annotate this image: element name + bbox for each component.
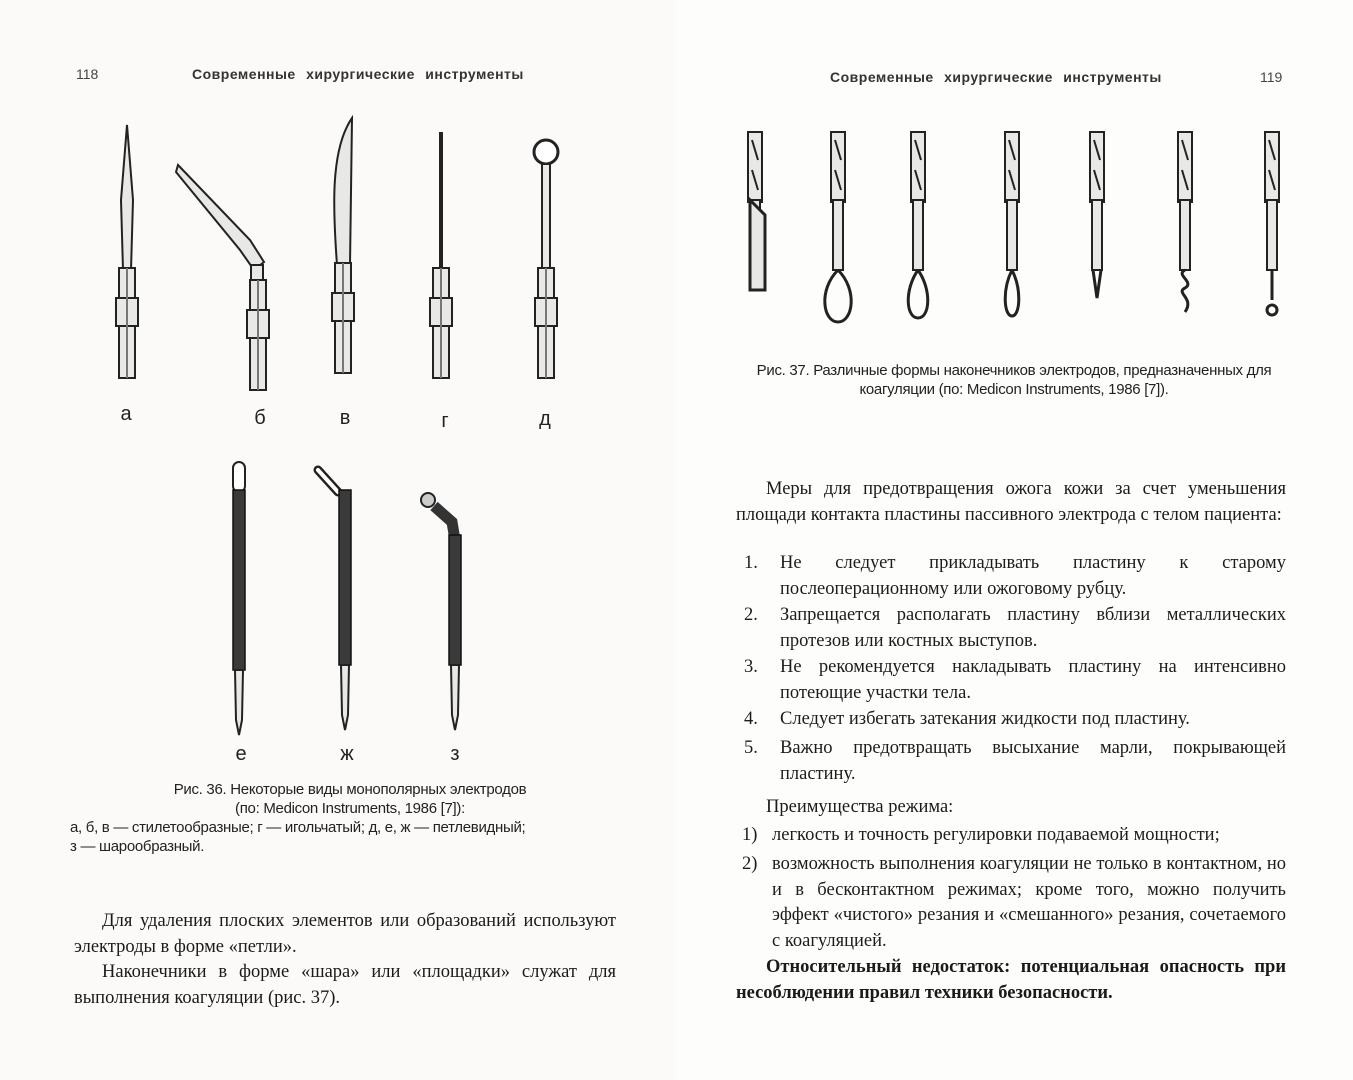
- stiletto-blade: [121, 125, 133, 270]
- electrode-shaft: [911, 132, 925, 202]
- electrode-stem: [833, 200, 843, 270]
- paragraph: Наконечники в форме «шара» или «площадки» служат для выполнения коагуляции (рис. 37).: [74, 962, 616, 1008]
- electrode-stem: [1092, 200, 1102, 270]
- caption-line: (по: Medicon Instruments, 1986 [7]):: [235, 800, 465, 817]
- figure-36-caption: [70, 780, 630, 856]
- list-item: [744, 655, 1286, 706]
- electrode-stem: [542, 164, 550, 269]
- coagulation-tip: [1093, 270, 1101, 298]
- loop-tip-inner: [318, 470, 338, 492]
- knife-blade: [334, 118, 352, 265]
- intro-paragraph: Меры для предотвращения ожога кожи за счет уменьшения площади контакта пластины пассивного электрода с телом пациента:: [736, 479, 1286, 525]
- ball-tip: [421, 493, 435, 507]
- caption-line: з — шарообразный.: [70, 838, 205, 855]
- figure-37-illustration: [676, 0, 1353, 340]
- angled-blade: [176, 165, 264, 270]
- figure-label: д: [539, 408, 551, 430]
- list-number: 2): [742, 854, 758, 874]
- coagulation-tip: [750, 200, 765, 290]
- figure-label: з: [450, 743, 460, 765]
- electrode-pin: [235, 670, 243, 735]
- list-text: Следует избегать затекания жидкости под пластину.: [780, 709, 1190, 729]
- electrode-shaft: [1090, 132, 1104, 202]
- loop-tip: [233, 462, 245, 492]
- coagulation-tip: [908, 270, 928, 318]
- list-text: возможность выполнения коагуляции не только в контактном, но и в бесконтактном режимах; кроме того, можно получить эффект «чистого» резания и «смешанного» резания, сочетаемого с коагуляцией.: [772, 854, 1286, 951]
- figure-label: е: [235, 743, 247, 765]
- electrode-shaft: [1265, 132, 1279, 202]
- figure-label: г: [441, 410, 449, 432]
- drawback-paragraph: Относительный недостаток: потенциальная опасность при несоблюдении правил техники безопасности.: [736, 957, 1286, 1003]
- figure-36-illustration: [0, 0, 676, 780]
- coagulation-tip: [1182, 270, 1188, 312]
- page-number: 119: [1260, 69, 1283, 85]
- electrode-pin: [451, 665, 459, 730]
- coagulation-tip: [825, 270, 851, 322]
- list-text: Не следует прикладывать пластину к старому послеоперационному или ожоговому рубцу.: [780, 553, 1286, 599]
- electrode-stem: [1180, 200, 1190, 270]
- coagulation-tip: [1267, 270, 1277, 315]
- electrode-shaft: [1005, 132, 1019, 202]
- list-number: 4.: [744, 709, 758, 729]
- electrode-stem: [1267, 200, 1277, 270]
- electrode-insulation: [449, 535, 461, 665]
- list-number: 2.: [744, 605, 758, 625]
- electrode-neck: [251, 265, 263, 280]
- list-item: [744, 603, 1286, 654]
- figure-label: в: [339, 407, 351, 429]
- figure-label: б: [254, 407, 266, 429]
- caption-line: а, б, в — стилетообразные; г — игольчатый; д, е, ж — петлевидный;: [70, 819, 526, 836]
- electrode-insulation: [233, 490, 245, 670]
- electrode-stem: [1007, 200, 1017, 270]
- electrode-pin: [341, 665, 349, 730]
- electrode-shaft: [748, 132, 762, 202]
- electrode-insulation: [339, 490, 351, 665]
- figure-37-caption: Рис. 37. Различные формы наконечников электродов, предназначенных для коагуляции (по: Medicon Instruments, 1986 [7]).: [756, 362, 1272, 398]
- caption-line: Рис. 36. Некоторые виды монополярных электродов: [173, 781, 527, 798]
- list-number: 5.: [744, 738, 758, 758]
- running-header: Современные хирургические инструменты: [192, 66, 524, 82]
- list-item: [744, 707, 1286, 733]
- paragraph: Для удаления плоских элементов или образований используют электроды в форме «петли».: [74, 911, 616, 957]
- list-text: Важно предотвращать высыхание марли, покрывающей пластину.: [780, 738, 1286, 784]
- list-text: Запрещается располагать пластину вблизи металлических протезов или костных выступов.: [780, 605, 1286, 651]
- figure-label: а: [120, 403, 132, 425]
- electrode-shaft: [1178, 132, 1192, 202]
- coagulation-tip: [1005, 270, 1019, 316]
- running-header: Современные хирургические инструменты: [830, 69, 1162, 85]
- list-item: [744, 736, 1286, 787]
- list-item: [742, 823, 1286, 849]
- figure-label: ж: [340, 743, 354, 765]
- left-page: [0, 0, 676, 1080]
- list-number: 3.: [744, 657, 758, 677]
- list-text: легкость и точность регулировки подаваемой мощности;: [772, 825, 1220, 845]
- list-item: [742, 852, 1286, 954]
- advantages-title: Преимущества режима:: [766, 797, 954, 817]
- list-number: 1): [742, 825, 758, 845]
- electrode-stem: [913, 200, 923, 270]
- right-page: [676, 0, 1353, 1080]
- loop-tip: [534, 140, 558, 164]
- electrode-shaft: [831, 132, 845, 202]
- list-item: [744, 551, 1286, 602]
- list-text: Не рекомендуется накладывать пластину на интенсивно потеющие участки тела.: [780, 657, 1286, 703]
- page-number: 118: [76, 66, 99, 82]
- list-number: 1.: [744, 553, 758, 573]
